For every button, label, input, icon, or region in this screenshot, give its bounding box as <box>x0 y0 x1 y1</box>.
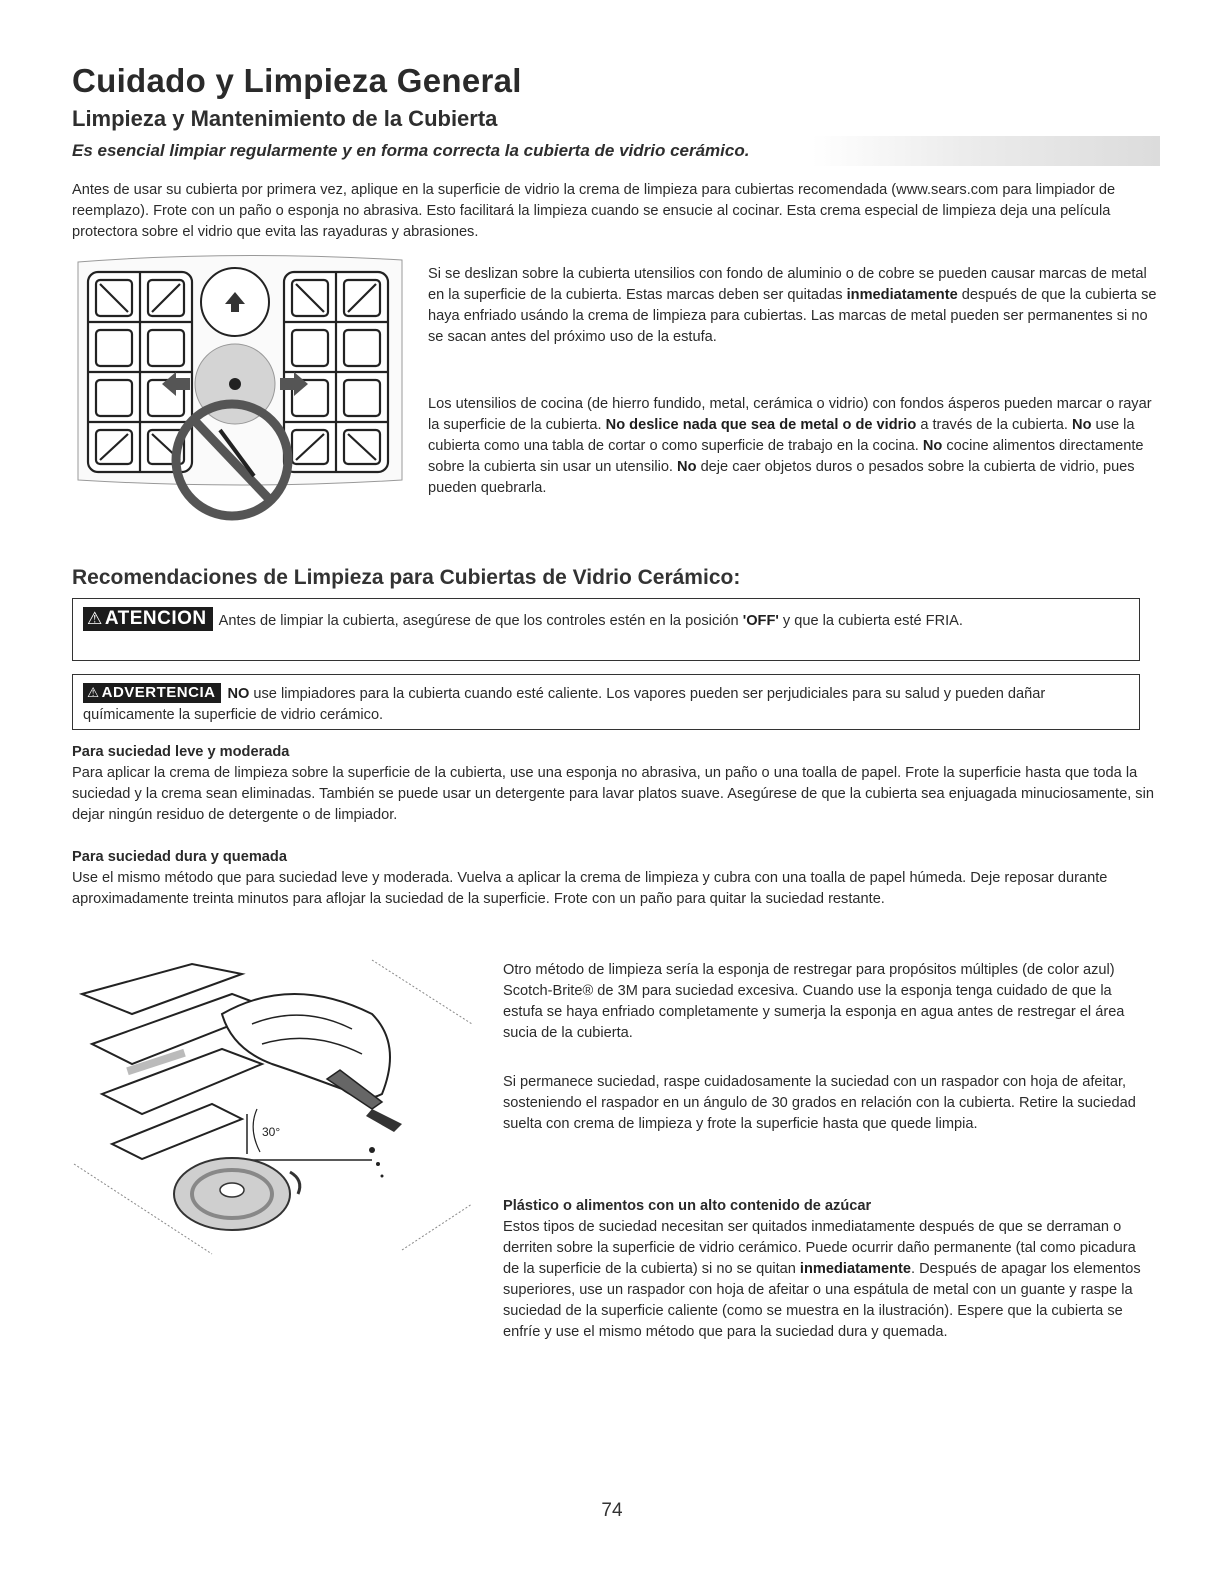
plastic-sugar-paragraph <box>503 1217 1149 1343</box>
emphasis-banner-text: Es esencial limpiar regularmente y en forma correcta la cubierta de vidrio cerámico. <box>72 141 750 160</box>
caution-box <box>72 598 1140 661</box>
cooktop-sliding-illustration <box>72 254 406 536</box>
metal-marks-paragraph <box>428 264 1158 348</box>
emphasis-banner <box>72 136 1160 166</box>
sponge-paragraph: Otro método de limpieza sería la esponja de restregar para propósitos múltiples (de color azul) Scotch-Brite® de 3M para suciedad excesiva. Cuando use la esponja tenga cuidado de que la estufa se haya enfriado completamente y sumerja la esponja en agua antes de restregar el área sucia de la cubierta. <box>503 962 1125 1041</box>
utensils-paragraph <box>428 394 1162 499</box>
warning-badge-label: ADVERTENCIA <box>101 684 216 701</box>
scraper-paragraph: Si permanece suciedad, raspe cuidadosamente la suciedad con un raspador con hoja de afeitar, sosteniendo el raspador en un ángulo de 30 grados en relación con la cubierta. Retire la suciedad suelta con crema de limpieza y frote la superficie hasta que quede limpia. <box>503 1074 1136 1132</box>
metal-marks-text-2: después de que la cubierta se haya enfriado usándo la crema de limpieza para cubiertas. Las marcas de metal pueden ser permanentes si no se sacan antes del próximo uso de la estufa. <box>428 287 1157 345</box>
right-grate <box>284 272 388 472</box>
warning-badge <box>83 683 221 703</box>
caution-badge <box>83 607 213 631</box>
page-number: 74 <box>601 1500 623 1521</box>
light-soil-paragraph: Para aplicar la crema de limpieza sobre la superficie de la cubierta, use una esponja no abrasiva, un paño o una toalla de papel. Frote la superficie hasta que toda la suciedad y la crema sean eliminadas. También se puede usar un detergente para lavar platos suave. Asegúrese de que la cubierta sea enjuagada minuciosamente, sin dejar ningún residuo de detergente o de limpiador. <box>72 765 1154 823</box>
cooktop-drawing <box>72 254 406 536</box>
page-title: Cuidado y Limpieza General <box>72 62 522 99</box>
caution-text-2: y que la cubierta esté FRIA. <box>778 613 963 629</box>
light-soil-heading: Para suciedad leve y moderada <box>72 744 290 760</box>
plastic-sugar-heading: Plástico o alimentos con un alto contenido de azúcar <box>503 1198 872 1214</box>
grate <box>82 964 272 1159</box>
utensils-text-1: Los utensilios de cocina (de hierro fundido, metal, cerámica o vidrio) con fondos ásperos pueden marcar o rayar la superficie de la cubierta. <box>428 396 1152 433</box>
utensils-text-3: use la cubierta como una tabla de cortar o como superficie de trabajo en la cocina. <box>428 417 1135 454</box>
utensils-emphasis-1: No deslice nada que sea de metal o de vidrio <box>605 417 917 433</box>
caution-text-1: Antes de limpiar la cubierta, asegúrese de que los controles estén en la posición <box>218 613 743 629</box>
angle-label: 30° <box>262 1125 281 1139</box>
warning-triangle-icon: ⚠ <box>87 685 100 700</box>
warning-emphasis: NO <box>227 686 250 702</box>
caution-badge-label: ATENCION <box>104 608 207 629</box>
warning-box <box>72 674 1140 730</box>
scraper-blade <box>366 1109 402 1132</box>
utensils-text-4: cocine alimentos directamente sobre la cubierta sin usar un utensilio. <box>428 438 1144 475</box>
plastic-text-1: Estos tipos de suciedad necesitan ser quitados inmediatamente después de que se derraman o derriten sobre la superficie de vidrio cerámico. Puede ocurrir daño permanente (tal como picadura de la superficie de la cubierta) si no se quitan <box>503 1219 1136 1277</box>
utensils-text-5: deje caer objetos duros o pesados sobre la cubierta de vidrio, pues pueden quebrarla. <box>428 459 1135 496</box>
scraper-illustration <box>72 954 492 1314</box>
utensils-emphasis-4: No <box>677 459 697 475</box>
metal-marks-text-1: Si se deslizan sobre la cubierta utensilios con fondo de aluminio o de cobre se pueden causar marcas de metal en la superficie de la cubierta. Estas marcas deben ser quitadas <box>428 266 1147 303</box>
plastic-text-2: . Después de apagar los elementos superiores, use un raspador con hoja de afeitar o una espátula de metal con un guante y raspe la suciedad de la superficie caliente (como se muestra en la ilustración). Espere que la cubierta se enfríe y use el mismo método que para la suciedad dura y quemada. <box>503 1261 1141 1340</box>
plastic-emphasis: inmediatamente <box>799 1261 912 1277</box>
caution-off-label: 'OFF' <box>742 613 779 629</box>
utensils-text-2: a través de la cubierta. <box>916 417 1073 433</box>
gloved-hand <box>222 994 390 1098</box>
heavy-soil-heading: Para suciedad dura y quemada <box>72 849 287 865</box>
scraper-drawing <box>72 954 492 1314</box>
heavy-soil-paragraph: Use el mismo método que para suciedad leve y moderada. Vuelva a aplicar la crema de limpieza y cubra con una toalla de papel húmeda. Deje reposar durante aproximadamente treinta minutos para aflojar la suciedad de la superficie. Frote con un paño para quitar la suciedad restante. <box>72 870 1108 907</box>
utensils-emphasis-3: No <box>922 438 943 454</box>
recommendations-heading: Recomendaciones de Limpieza para Cubiertas de Vidrio Cerámico: <box>72 566 741 589</box>
utensils-emphasis-2: No <box>1072 417 1092 433</box>
warning-text: use limpiadores para la cubierta cuando esté caliente. Los vapores pueden ser perjudiciales para su salud y pueden dañar químicamente la superficie de vidrio cerámico. <box>83 686 1046 723</box>
warning-triangle-icon: ⚠ <box>87 609 103 628</box>
intro-paragraph: Antes de usar su cubierta por primera vez, aplique en la superficie de vidrio la crema de limpieza para cubiertas recomendada (www.sears.com para limpiador de reemplazo). Frote con un paño o esponja no abrasiva. Esto facilitará la limpieza cuando se ensucie al cocinar. Esta crema especial de limpieza deja una película protectora sobre el vidrio que evita las rayaduras y abrasiones. <box>72 182 1116 240</box>
section-subtitle: Limpieza y Mantenimiento de la Cubierta <box>72 106 498 131</box>
metal-marks-emphasis: inmediatamente <box>846 287 958 303</box>
soil-mark <box>290 1172 300 1194</box>
